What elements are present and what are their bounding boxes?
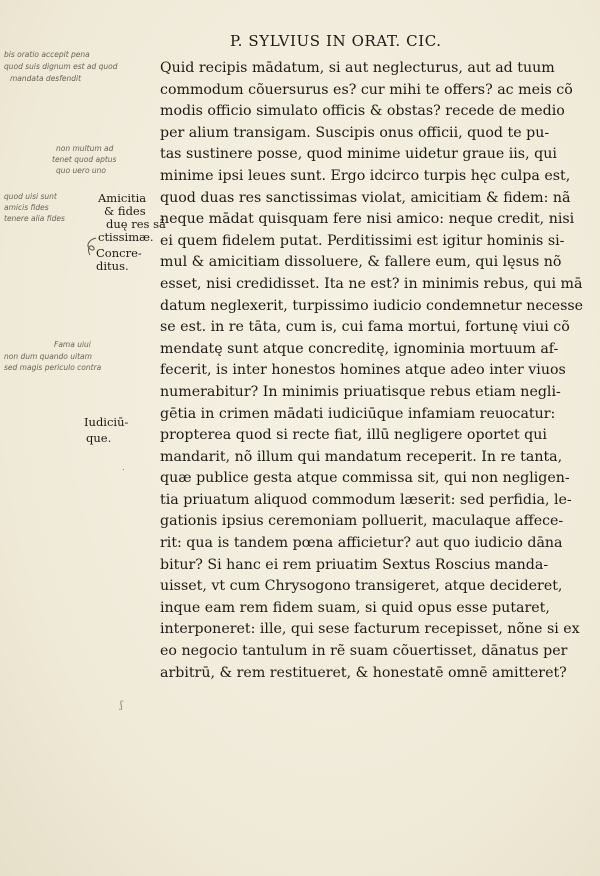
handwritten-annotation: amicis fides — [4, 203, 49, 212]
side-note-iudicium-2: que. — [86, 431, 112, 445]
side-note-concreditus-2: ditus. — [96, 259, 129, 273]
text-line: per alium transigam. Suscipis onus officii, quod te pu- — [160, 124, 550, 141]
text-line: esset, nisi credidisset. Ita ne est? in minimis rebus, qui mā — [160, 275, 583, 292]
handwritten-annotation: sed magis periculo contra — [4, 363, 102, 372]
text-line: interponeret: ille, qui sese facturum recepisset, nõne si ex — [160, 621, 580, 638]
text-line: neque mādat quisquam fere nisi amico: neque credit, nisi — [160, 211, 575, 228]
side-note-amicitia-3: duę res sã — [106, 217, 166, 231]
text-line: mul & amicitiam dissoluere, & fallere eum, qui lęsus nõ — [160, 254, 562, 271]
text-line: quæ publice gesta atque commissa sit, qui non negligen- — [160, 470, 570, 487]
handwritten-annotation: quod suis dignum est ad quod — [4, 62, 118, 71]
main-text — [160, 58, 592, 684]
text-line: minime ipsi leues sunt. Ergo idcirco turpis hęc culpa est, — [160, 167, 571, 184]
text-line: mendatę sunt atque concreditę, ignominia mortuum af- — [160, 340, 559, 357]
text-line: gationis ipsius ceremoniam polluerit, maculaque affece- — [160, 513, 564, 530]
text-line: modis officio simulato officis & obstas? recede de medio — [160, 103, 565, 120]
handwritten-annotation: Fama uiui — [54, 340, 91, 349]
handwritten-annotation: non multum ad — [56, 144, 114, 153]
side-note-amicitia-1: Amicitia — [98, 191, 147, 205]
handwritten-annotation: bis oratio accepit pena — [4, 50, 90, 59]
side-note-iudicium-1: Iudiciū- — [84, 415, 129, 429]
handwritten-annotation: quod uisi sunt — [4, 192, 57, 201]
text-line: eo negocio tantulum in rẽ suam cõuertisset, dānatus per — [160, 643, 568, 660]
side-note-concreditus-1: Concre- — [96, 246, 142, 260]
text-line: ei quem fidelem putat. Perditissimi est igitur hominis si- — [160, 232, 565, 249]
running-header: P. SYLVIUS IN ORAT. CIC. — [230, 32, 442, 50]
ink-mark-icon: ʃ — [120, 700, 123, 711]
left-margin — [0, 0, 166, 876]
text-line: quod duas res sanctissimas violat, amicitiam & fidem: nã — [160, 189, 571, 206]
side-note-amicitia-4: ctissimæ. — [98, 230, 154, 244]
text-line: bitur? Si hanc ei rem priuatim Sextus Roscius manda- — [160, 556, 549, 573]
text-line: datum neglexerit, turpissimo iudicio condemnetur necesse — [160, 297, 584, 314]
text-line: tas sustinere posse, quod minime uidetur graue iis, qui — [160, 146, 557, 163]
handwritten-annotation: mandata desfendit — [10, 74, 82, 83]
text-line: commodum cõuersurus es? cur mihi te offers? ac meis cõ — [160, 81, 573, 98]
text-line: rit: qua is tandem pœna afficietur? aut quo iudicio dāna — [160, 535, 563, 552]
handwritten-annotation: non dum quando uitam — [4, 352, 92, 361]
text-line: tia priuatum aliquod commodum læserit: sed perfidia, le- — [160, 491, 572, 508]
text-line: uisset, vt cum Chrysogono transigeret, atque decideret, — [160, 578, 563, 595]
text-line: gētia in crimen mādati iudiciūque infamiam reuocatur: — [160, 405, 556, 422]
text-line: se est. in re tāta, cum is, cui fama mortui, fortunę viui cõ — [160, 319, 570, 336]
text-line: Quid recipis mādatum, si aut neglecturus, aut ad tuum — [160, 60, 555, 76]
handwritten-annotation: tenere alia fides — [4, 214, 65, 223]
text-line: numerabitur? In minimis priuatisque rebus etiam negli- — [160, 383, 561, 400]
pen-flourish-icon — [84, 236, 100, 258]
side-note-amicitia-2: & fides — [104, 204, 146, 218]
handwritten-annotation: tenet quod aptus — [52, 155, 117, 164]
text-line: fecerit, is inter honestos homines atque adeo inter viuos — [160, 362, 566, 379]
handwritten-annotation: quo uero uno — [56, 166, 107, 175]
text-line: propterea quod si recte fiat, illū negligere oportet qui — [160, 427, 547, 444]
text-line: mandarit, nõ illum qui mandatum receperit. In re tanta, — [160, 448, 563, 465]
text-line: arbitrū, & rem restitueret, & honestatē omnē amitteret? — [160, 664, 567, 681]
text-line: inque eam rem fidem suam, si quid opus esse putaret, — [160, 599, 550, 616]
ink-mark-icon: ⸱ — [122, 465, 125, 476]
